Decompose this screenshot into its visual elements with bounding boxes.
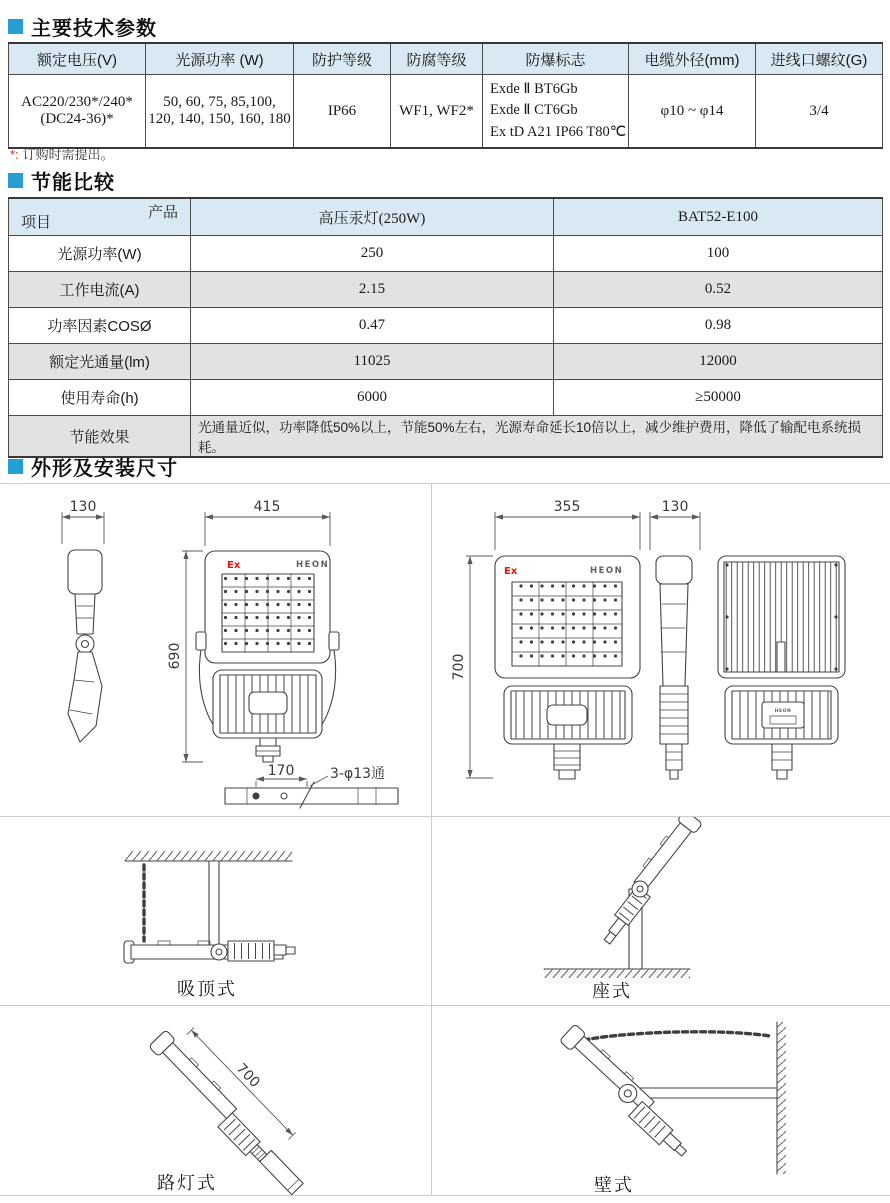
- mount-pedestal-cell: [432, 817, 890, 1005]
- mount-label-ceiling: 吸顶式: [177, 979, 237, 999]
- heon-logo: HEON: [296, 560, 330, 570]
- dim-width: 355: [553, 499, 581, 515]
- safety-chain: [584, 1032, 770, 1040]
- blue-square-icon: [8, 19, 23, 34]
- compare-row: [9, 344, 883, 380]
- dim-side-width: 130: [661, 499, 689, 515]
- drawings-grid: [0, 483, 890, 1196]
- spec-voltage-cell: [9, 75, 146, 149]
- heon-logo-small: HEON: [774, 709, 792, 714]
- spec-header-thread: 进线口螺纹(G): [756, 43, 883, 75]
- blue-square-icon: [8, 459, 23, 474]
- mount-wall-cell: [432, 1006, 890, 1195]
- dim-side-width: 130: [69, 499, 97, 515]
- ex-mark: Ex: [227, 560, 241, 571]
- blue-square-icon: [8, 173, 23, 188]
- mount-street-cell: [0, 1006, 432, 1195]
- voltage-line1: AC220/230*/240*: [21, 94, 133, 110]
- front-view: [196, 551, 339, 762]
- row-label: 工作电流(A): [9, 272, 191, 308]
- section-header-dimensions: [8, 452, 178, 481]
- bracket-holes-label: 3-φ13通: [330, 766, 386, 782]
- corner-item-label: 项目: [21, 214, 52, 231]
- row-value-2: 0.98: [554, 308, 883, 344]
- spec-header-anticorrosion: 防腐等级: [391, 43, 483, 75]
- compare-row: [9, 380, 883, 416]
- diagonal-corner-cell: [9, 198, 191, 236]
- spec-header-voltage: 额定电压(V): [9, 43, 146, 75]
- spec-header-power: 光源功率 (W): [146, 43, 294, 75]
- voltage-line2: (DC24-36)*: [40, 111, 114, 127]
- compare-row: [9, 272, 883, 308]
- ex-line1: Exde Ⅱ BT6Gb: [490, 81, 578, 98]
- spec-ex-cell: [483, 75, 629, 149]
- effect-label: 节能效果: [9, 416, 191, 458]
- pedestal-mount-drawing: [432, 817, 890, 1005]
- row-label: 额定光通量(lm): [9, 344, 191, 380]
- rear-view: [718, 556, 845, 779]
- row-value-2: ≥50000: [554, 380, 883, 416]
- spec-header-ip: 防护等级: [294, 43, 391, 75]
- footnote-marker: *:: [10, 147, 19, 162]
- row-value-1: 6000: [191, 380, 554, 416]
- ex-line3: Ex tD A21 IP66 T80℃: [490, 123, 627, 140]
- mount-label-street: 路灯式: [157, 1173, 217, 1193]
- drawing-three-views-355: [432, 484, 890, 816]
- drawing-front-side-415: [0, 484, 432, 816]
- technical-drawing-355-model: [432, 484, 890, 816]
- section-title: 外形及安装尺寸: [31, 458, 178, 480]
- side-view: [656, 556, 692, 779]
- front-view: [495, 556, 640, 779]
- row-value-2: 0.52: [554, 272, 883, 308]
- row-label: 使用寿命(h): [9, 380, 191, 416]
- section-header-compare: [8, 166, 115, 195]
- spec-header-row: [9, 43, 883, 75]
- row-label: 功率因素COSØ: [9, 308, 191, 344]
- lamp-street: [144, 1006, 334, 1195]
- footnote: [10, 144, 114, 163]
- row-value-2: 12000: [554, 344, 883, 380]
- heon-logo: HEON: [590, 566, 624, 576]
- lamp-tilted: [592, 817, 706, 946]
- corner-product-label: 产品: [147, 204, 178, 221]
- spec-ip-cell: IP66: [294, 75, 391, 149]
- technical-drawing-415-model: [0, 484, 432, 816]
- drawings-row-mounts-1: [0, 817, 890, 1006]
- bracket-dim-170: 170: [267, 763, 295, 779]
- compare-row: [9, 236, 883, 272]
- compare-table: [8, 197, 883, 458]
- ex-mark: Ex: [504, 566, 518, 577]
- compare-effect-row: [9, 416, 883, 458]
- section-title: 主要技术参数: [31, 18, 157, 40]
- lamp-wall: [554, 1024, 698, 1161]
- mount-label-pedestal: 座式: [592, 981, 632, 1001]
- street-mount-drawing: [0, 1006, 432, 1195]
- section-title: 节能比较: [31, 172, 115, 194]
- spec-anticorrosion-cell: WF1, WF2*: [391, 75, 483, 149]
- row-value-1: 250: [191, 236, 554, 272]
- bracket-detail: [225, 763, 398, 808]
- effect-text: 光通量近似，功率降低50%以上，节能50%左右，光源寿命延长10倍以上，减少维护费用，降低了输配电系统损耗。: [191, 416, 883, 458]
- row-value-2: 100: [554, 236, 883, 272]
- dim-height: 690: [167, 642, 183, 670]
- compare-header-row: [9, 198, 883, 236]
- row-value-1: 11025: [191, 344, 554, 380]
- wall-mount-drawing: [432, 1006, 890, 1195]
- spec-cable-cell: φ10 ~ φ14: [629, 75, 756, 149]
- spec-header-ex: 防爆标志: [483, 43, 629, 75]
- row-value-1: 0.47: [191, 308, 554, 344]
- dim-height: 700: [451, 653, 467, 681]
- ex-line2: Exde Ⅱ CT6Gb: [490, 102, 578, 119]
- power-line2: 120, 140, 150, 160, 180: [148, 111, 291, 127]
- dim-width: 415: [253, 499, 281, 515]
- drawings-row-mounts-2: [0, 1006, 890, 1195]
- side-view: [68, 550, 102, 742]
- section-header-specs: [8, 12, 157, 41]
- power-line1: 50, 60, 75, 85,100,: [163, 94, 276, 110]
- spec-thread-cell: 3/4: [756, 75, 883, 149]
- spec-data-row: [9, 75, 883, 149]
- mount-ceiling-cell: [0, 817, 432, 1005]
- row-value-1: 2.15: [191, 272, 554, 308]
- compare-row: [9, 308, 883, 344]
- spec-power-cell: [146, 75, 294, 149]
- compare-header-bat52: BAT52-E100: [554, 198, 883, 236]
- mount-label-wall: 壁式: [594, 1175, 634, 1195]
- drawings-row-views: [0, 484, 890, 817]
- spec-table: [8, 42, 883, 149]
- compare-header-mercury: 高压汞灯(250W): [191, 198, 554, 236]
- spec-header-cable: 电缆外径(mm): [629, 43, 756, 75]
- row-label: 光源功率(W): [9, 236, 191, 272]
- footnote-text: 订购时需提出。: [22, 147, 114, 162]
- dim-street-700: 700: [232, 1060, 263, 1091]
